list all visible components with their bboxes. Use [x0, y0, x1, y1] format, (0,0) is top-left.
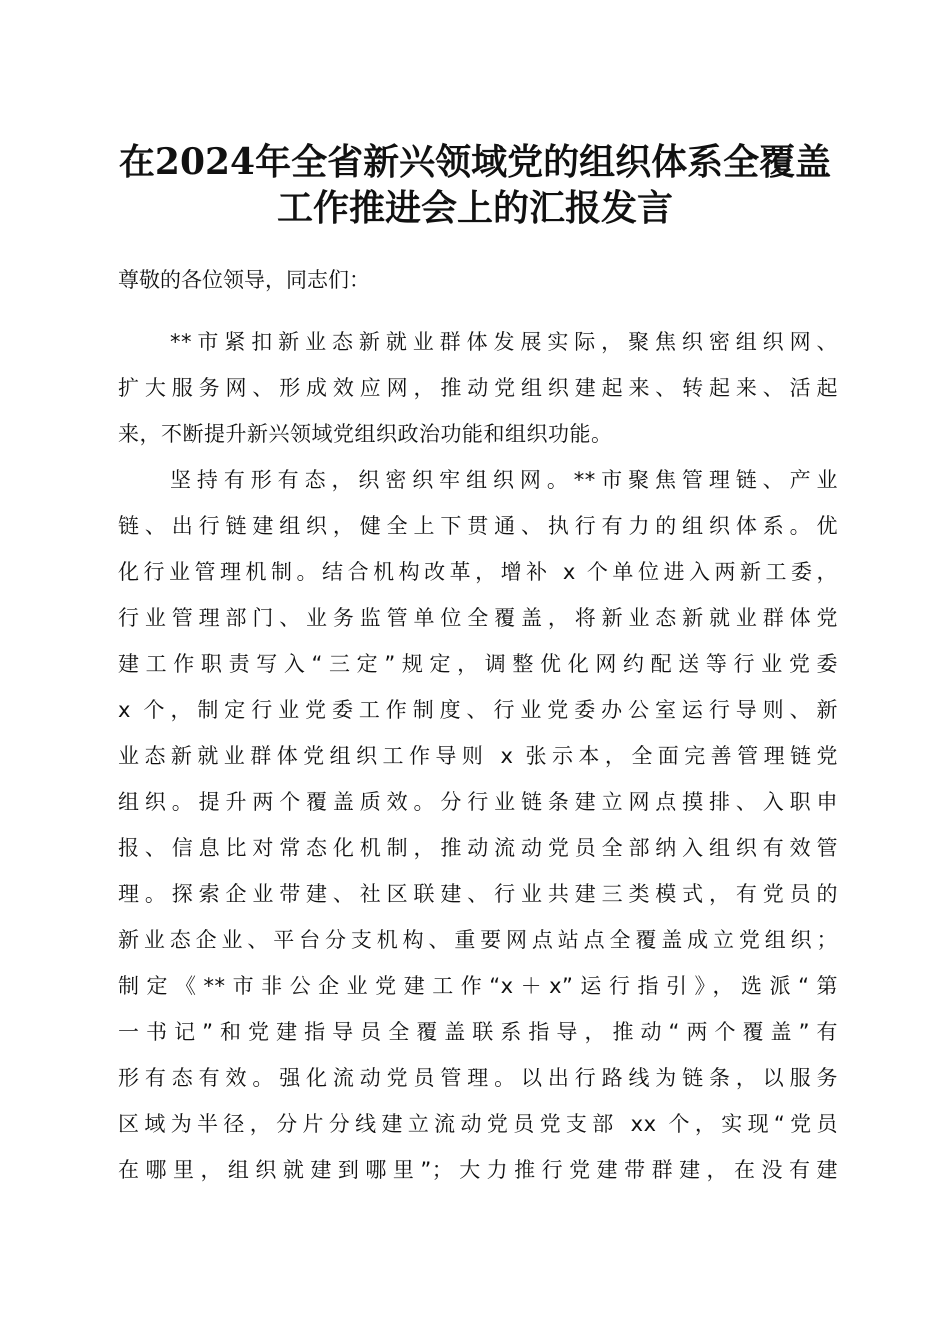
- paragraph-organization-network: [118, 457, 838, 1193]
- salutation: 尊敬的各位领导，同志们：: [118, 268, 370, 292]
- paragraph-line: 新业态企业、平台分支机构、重要网点站点全覆盖成立党组织；: [118, 928, 838, 952]
- paragraph-line: **市紧扣新业态新就业群体发展实际，聚焦织密组织网、: [170, 330, 838, 354]
- document-title-line-2: 工作推进会上的汇报发言: [276, 187, 673, 229]
- paragraph-line: 在哪里，组织就建到哪里”；大力推行党建带群建，在没有建: [118, 1158, 838, 1182]
- paragraph-line: 区域为半径，分片分线建立流动党员党支部 xx 个，实现“党员: [118, 1112, 838, 1136]
- paragraph-line: 化行业管理机制。结合机构改革，增补 x 个单位进入两新工委，: [118, 560, 838, 584]
- paragraph-line: 链、出行链建组织，健全上下贯通、执行有力的组织体系。优: [118, 514, 838, 538]
- paragraph-intro: [118, 319, 838, 457]
- paragraph-line: 理。探索企业带建、社区联建、行业共建三类模式，有党员的: [118, 882, 838, 906]
- paragraph-line: 业态新就业群体党组织工作导则 x 张示本，全面完善管理链党: [118, 744, 838, 768]
- paragraph-line: x 个，制定行业党委工作制度、行业党委办公室运行导则、新: [118, 698, 838, 722]
- paragraph-line: 建工作职责写入“三定”规定，调整优化网约配送等行业党委: [118, 652, 838, 676]
- paragraph-line: 报、信息比对常态化机制，推动流动党员全部纳入组织有效管: [118, 836, 838, 860]
- paragraph-line: 扩大服务网、形成效应网，推动党组织建起来、转起来、活起: [118, 376, 838, 400]
- paragraph-line: 来，不断提升新兴领域党组织政治功能和组织功能。: [118, 422, 613, 446]
- paragraph-line: 组织。提升两个覆盖质效。分行业链条建立网点摸排、入职申: [118, 790, 838, 814]
- paragraph-line: 一书记”和党建指导员全覆盖联系指导，推动“两个覆盖”有: [118, 1020, 838, 1044]
- document-title-line-1: 在2024年全省新兴领域党的组织体系全覆盖: [118, 141, 832, 183]
- paragraph-line: 行业管理部门、业务监管单位全覆盖，将新业态新就业群体党: [118, 606, 838, 630]
- paragraph-line: 形有态有效。强化流动党员管理。以出行路线为链条，以服务: [118, 1066, 838, 1090]
- paragraph-line: 制定《**市非公企业党建工作“x＋x”运行指引》，选派“第: [118, 974, 838, 998]
- paragraph-line: 坚持有形有态，织密织牢组织网。**市聚焦管理链、产业: [170, 468, 838, 492]
